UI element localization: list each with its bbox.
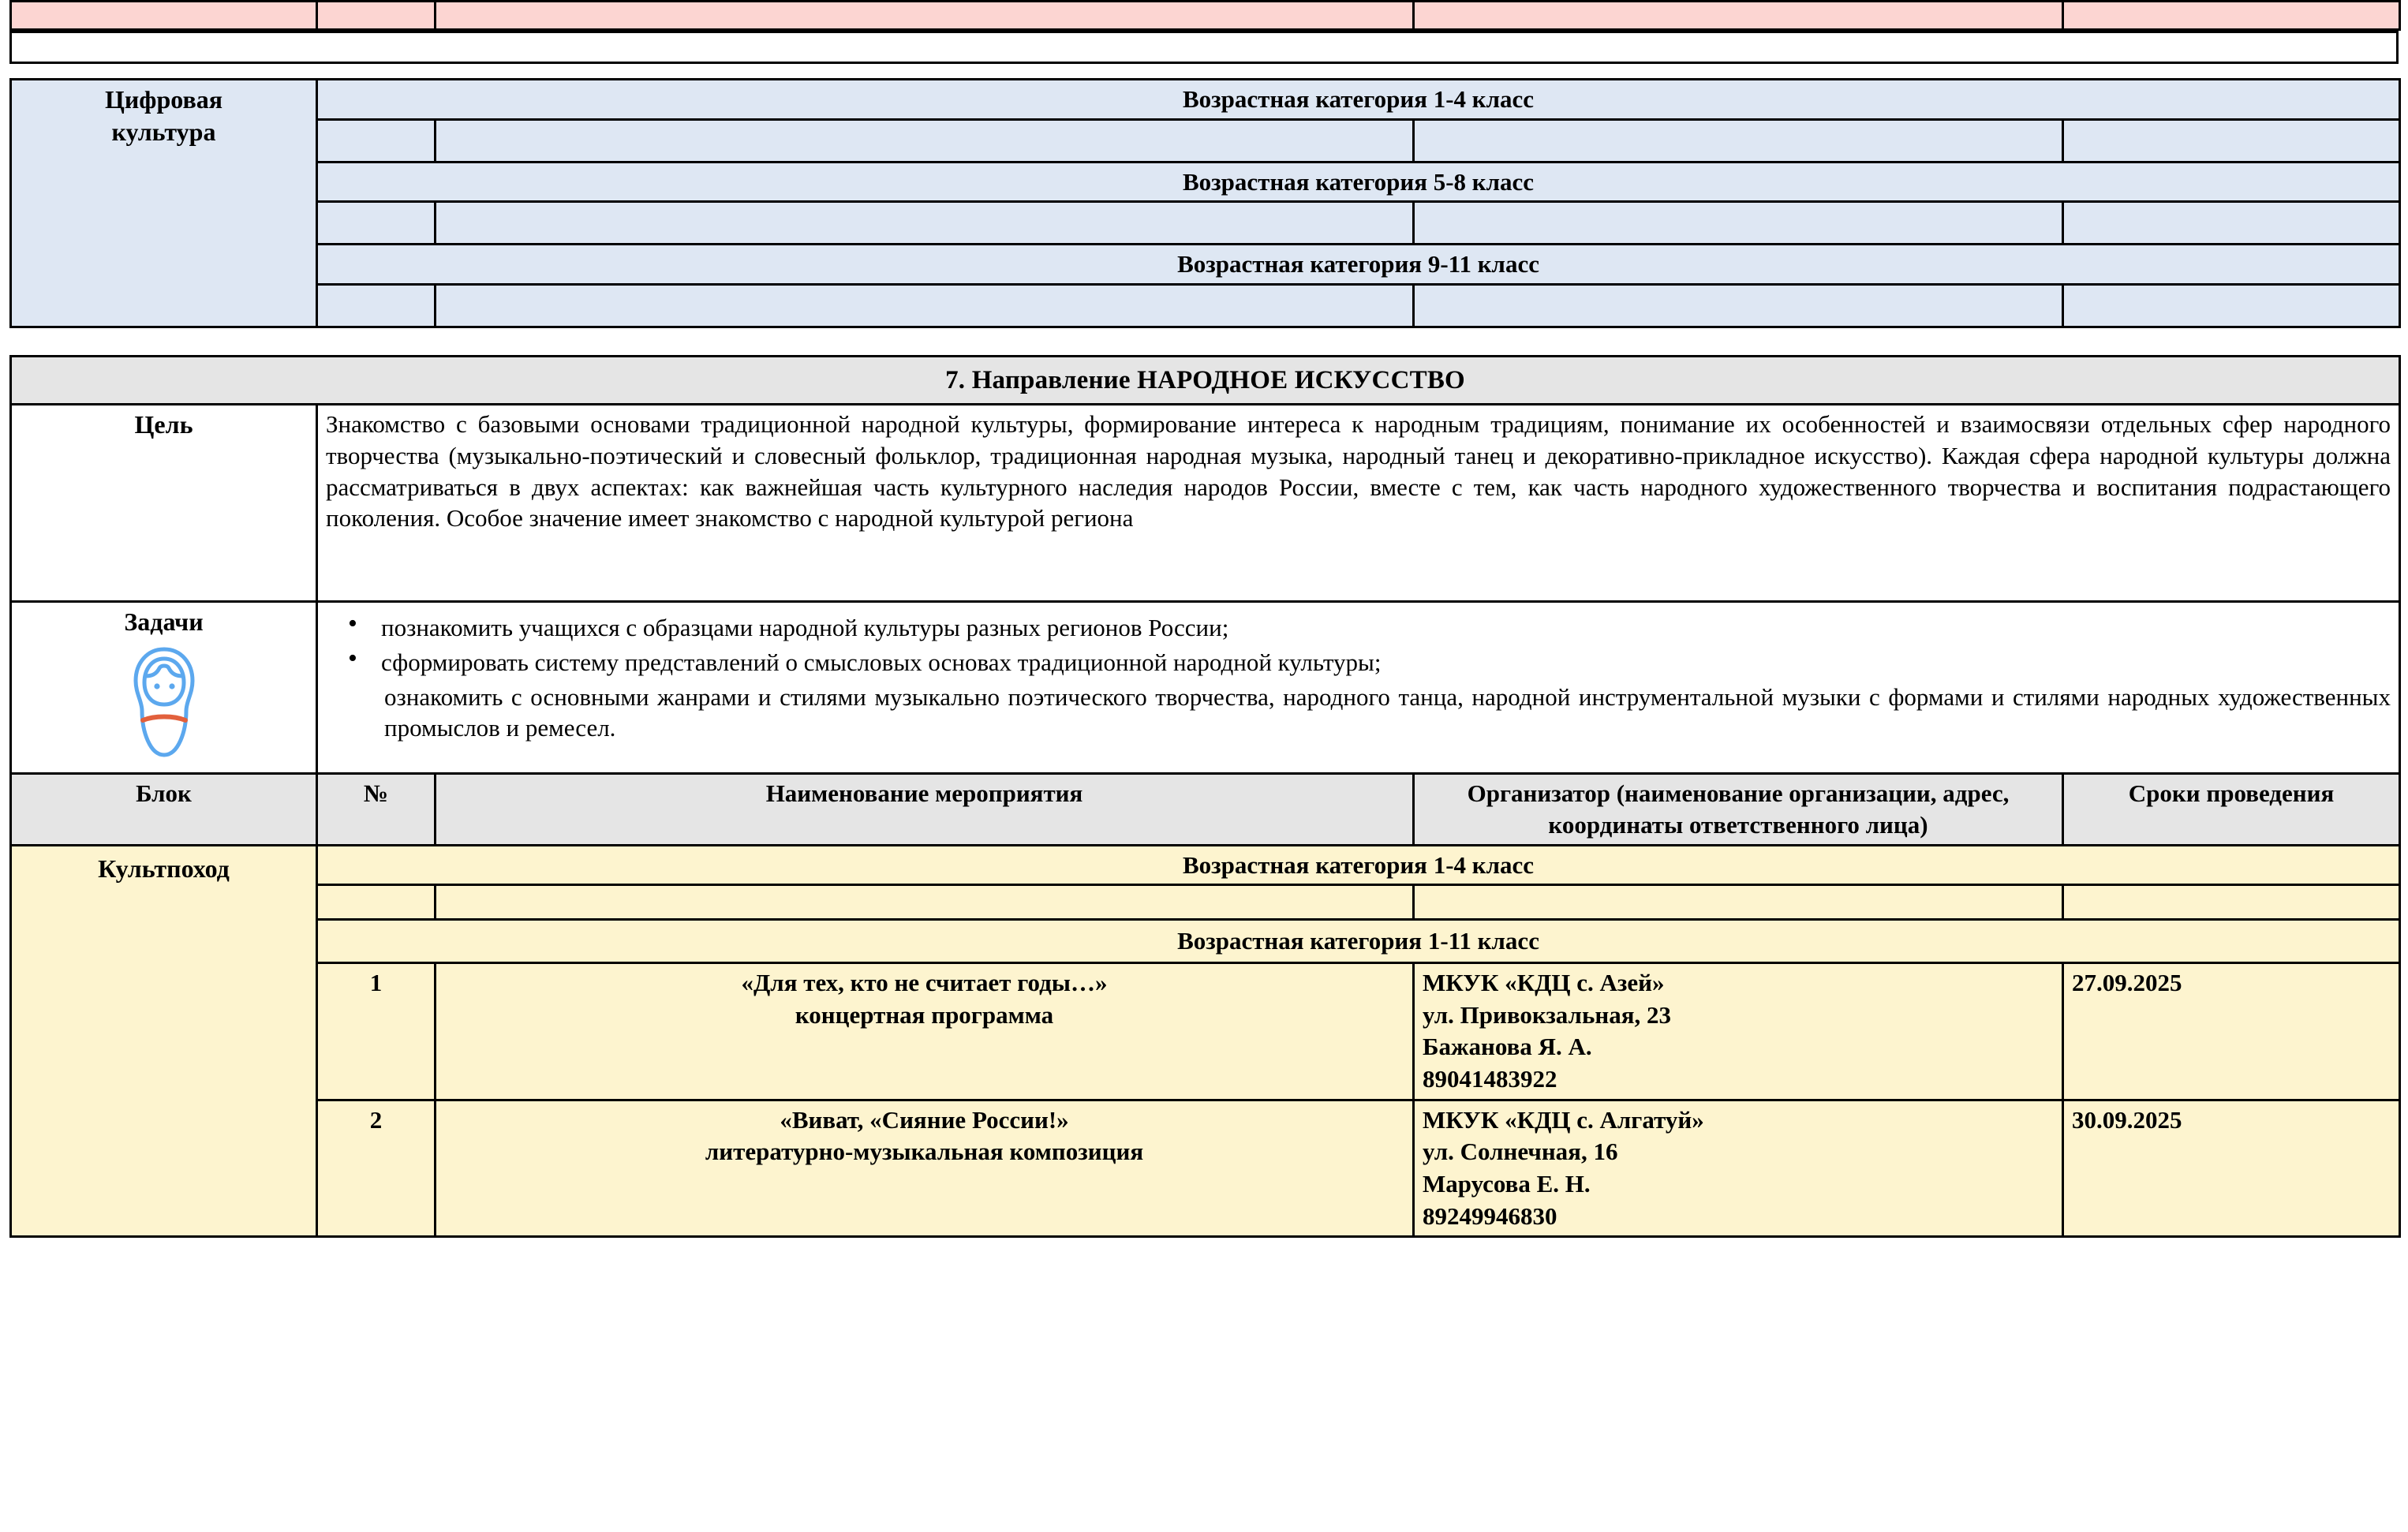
col-header-name: Наименование мероприятия (436, 774, 1414, 845)
event-org-1-contact: Бажанова Я. А. (1423, 1033, 1592, 1061)
event-name-2-line1: «Виват, «Сияние России!» (780, 1105, 1069, 1134)
digital-culture-empty-row-3 (11, 285, 2400, 327)
kultpohod-age-category-1-11: Возрастная категория 1-11 класс (317, 920, 2400, 963)
digital-culture-label-line2: культура (111, 117, 216, 146)
digital-culture-age3-row (11, 245, 2400, 285)
digital-culture-table (9, 78, 2401, 328)
pink-cell-block (11, 2, 317, 30)
white-separator-band (9, 31, 2399, 64)
empty-cell-num-1 (317, 119, 436, 162)
kultpohod-empty-num (317, 885, 436, 920)
event-org-2-address: ул. Солнечная, 16 (1423, 1138, 1618, 1166)
matryoshka-icon (20, 643, 308, 769)
pink-cell-num (317, 2, 436, 30)
event-org-2-phone: 89249946830 (1423, 1201, 1557, 1230)
col-header-block: Блок (11, 774, 317, 845)
empty-cell-date-1 (2063, 119, 2400, 162)
empty-cell-date-2 (2063, 202, 2400, 245)
empty-cell-date-3 (2063, 285, 2400, 327)
digital-culture-block-label (11, 80, 317, 327)
digital-culture-age1-row (11, 80, 2400, 120)
kultpohod-empty-row (11, 885, 2400, 920)
table-row (11, 962, 2400, 1100)
kultpohod-block-label: Культпоход (11, 845, 317, 1237)
event-name-1-line1: «Для тех, кто не считает годы…» (741, 968, 1108, 996)
empty-cell-num-2 (317, 202, 436, 245)
event-org-2-name: МКУК «КДЦ с. Алгатуй» (1423, 1105, 1704, 1134)
empty-cell-name-1 (436, 119, 1414, 162)
tasks-label-cell (11, 602, 317, 774)
col-header-dates: Сроки проведения (2063, 774, 2400, 845)
task-item-3: ознакомить с основными жанрами и стилями музыкально поэтического творчества, народного танца, народной инструментальной музыки с формами и стилями народных художественных промыслов и ремесел. (384, 682, 2391, 742)
kultpohod-empty-org (1414, 885, 2063, 920)
blank-gap-1 (9, 64, 2399, 78)
section-title-row (11, 357, 2400, 405)
event-date-2: 30.09.2025 (2063, 1100, 2400, 1237)
empty-cell-num-3 (317, 285, 436, 327)
event-name-1 (436, 962, 1414, 1100)
kultpohod-age2-row (11, 920, 2400, 963)
empty-cell-name-2 (436, 202, 1414, 245)
task-item-2: • сформировать систему представлений о смысловых основах традиционной народной культуры; (381, 647, 2391, 678)
empty-cell-org-2 (1414, 202, 2063, 245)
event-org-2-contact: Марусова Е. Н. (1423, 1169, 1591, 1198)
pink-partial-row (11, 2, 2400, 30)
section-title: 7. Направление НАРОДНОЕ ИСКУССТВО (11, 357, 2400, 405)
goal-row (11, 405, 2400, 602)
empty-cell-name-3 (436, 285, 1414, 327)
age-category-row-1-4: Возрастная категория 1-4 класс (317, 80, 2400, 120)
table-row (11, 1100, 2400, 1237)
empty-cell-org-3 (1414, 285, 2063, 327)
event-organizer-2 (1414, 1100, 2063, 1237)
event-org-1-address: ул. Привокзальная, 23 (1423, 1000, 1671, 1029)
event-name-1-line2: концертная программа (795, 1000, 1054, 1029)
age-category-row-9-11: Возрастная категория 9-11 класс (317, 245, 2400, 285)
event-name-2-line2: литературно-музыкальная композиция (705, 1138, 1144, 1166)
kultpohod-age1-row (11, 845, 2400, 885)
pink-cell-name (436, 2, 1414, 30)
event-organizer-1 (1414, 962, 2063, 1100)
tasks-list-cell (317, 602, 2400, 774)
event-num-1: 1 (317, 962, 436, 1100)
event-org-1-name: МКУК «КДЦ с. Азей» (1423, 968, 1665, 996)
digital-culture-label-line1: Цифровая (104, 85, 223, 114)
digital-culture-empty-row-2 (11, 202, 2400, 245)
tasks-label: Задачи (124, 607, 204, 637)
col-header-num: № (317, 774, 436, 845)
digital-culture-age2-row (11, 162, 2400, 202)
digital-culture-empty-row-1 (11, 119, 2400, 162)
goal-text-cell (317, 405, 2400, 602)
task-item-1: • познакомить учащихся с образцами народной культуры разных регионов России; (381, 612, 2391, 644)
event-name-2 (436, 1100, 1414, 1237)
kultpohod-empty-name (436, 885, 1414, 920)
empty-cell-org-1 (1414, 119, 2063, 162)
kultpohod-age-category-1-4: Возрастная категория 1-4 класс (317, 845, 2400, 885)
event-num-2: 2 (317, 1100, 436, 1237)
events-header-row (11, 774, 2400, 845)
tasks-row (11, 602, 2400, 774)
age-category-row-5-8: Возрастная категория 5-8 класс (317, 162, 2400, 202)
kultpohod-empty-date (2063, 885, 2400, 920)
blank-gap-2 (9, 328, 2399, 355)
tasks-list (326, 612, 2391, 744)
pink-cell-dates (2063, 2, 2400, 30)
pink-cell-organizer (1414, 2, 2063, 30)
folk-art-section-table (9, 355, 2401, 1238)
event-org-1-phone: 89041483922 (1423, 1064, 1557, 1093)
goal-label: Цель (11, 405, 317, 602)
top-pink-table-fragment (9, 0, 2401, 31)
event-date-1: 27.09.2025 (2063, 962, 2400, 1100)
goal-text: Знакомство с базовыми основами традиционной народной культуры, формирование интереса к народным традициям, понимание их особенностей и взаимосвязи отдельных сфер народного творчества (музыкально-поэтический и словесный фольклор, традиционная народная музыка, народный танец и декоративно-прикладное искусство). Каждая сфера народной культуры должна рассматриваться в двух аспектах: как важнейшая часть культурного наследия народов России, вместе с тем, как часть народного художественного творчества и воспитания подрастающего поколения. Особое значение имеет знакомство с народной культурой региона (326, 410, 2391, 532)
col-header-organizer: Организатор (наименование организации, адрес, координаты ответственного лица) (1414, 774, 2063, 845)
